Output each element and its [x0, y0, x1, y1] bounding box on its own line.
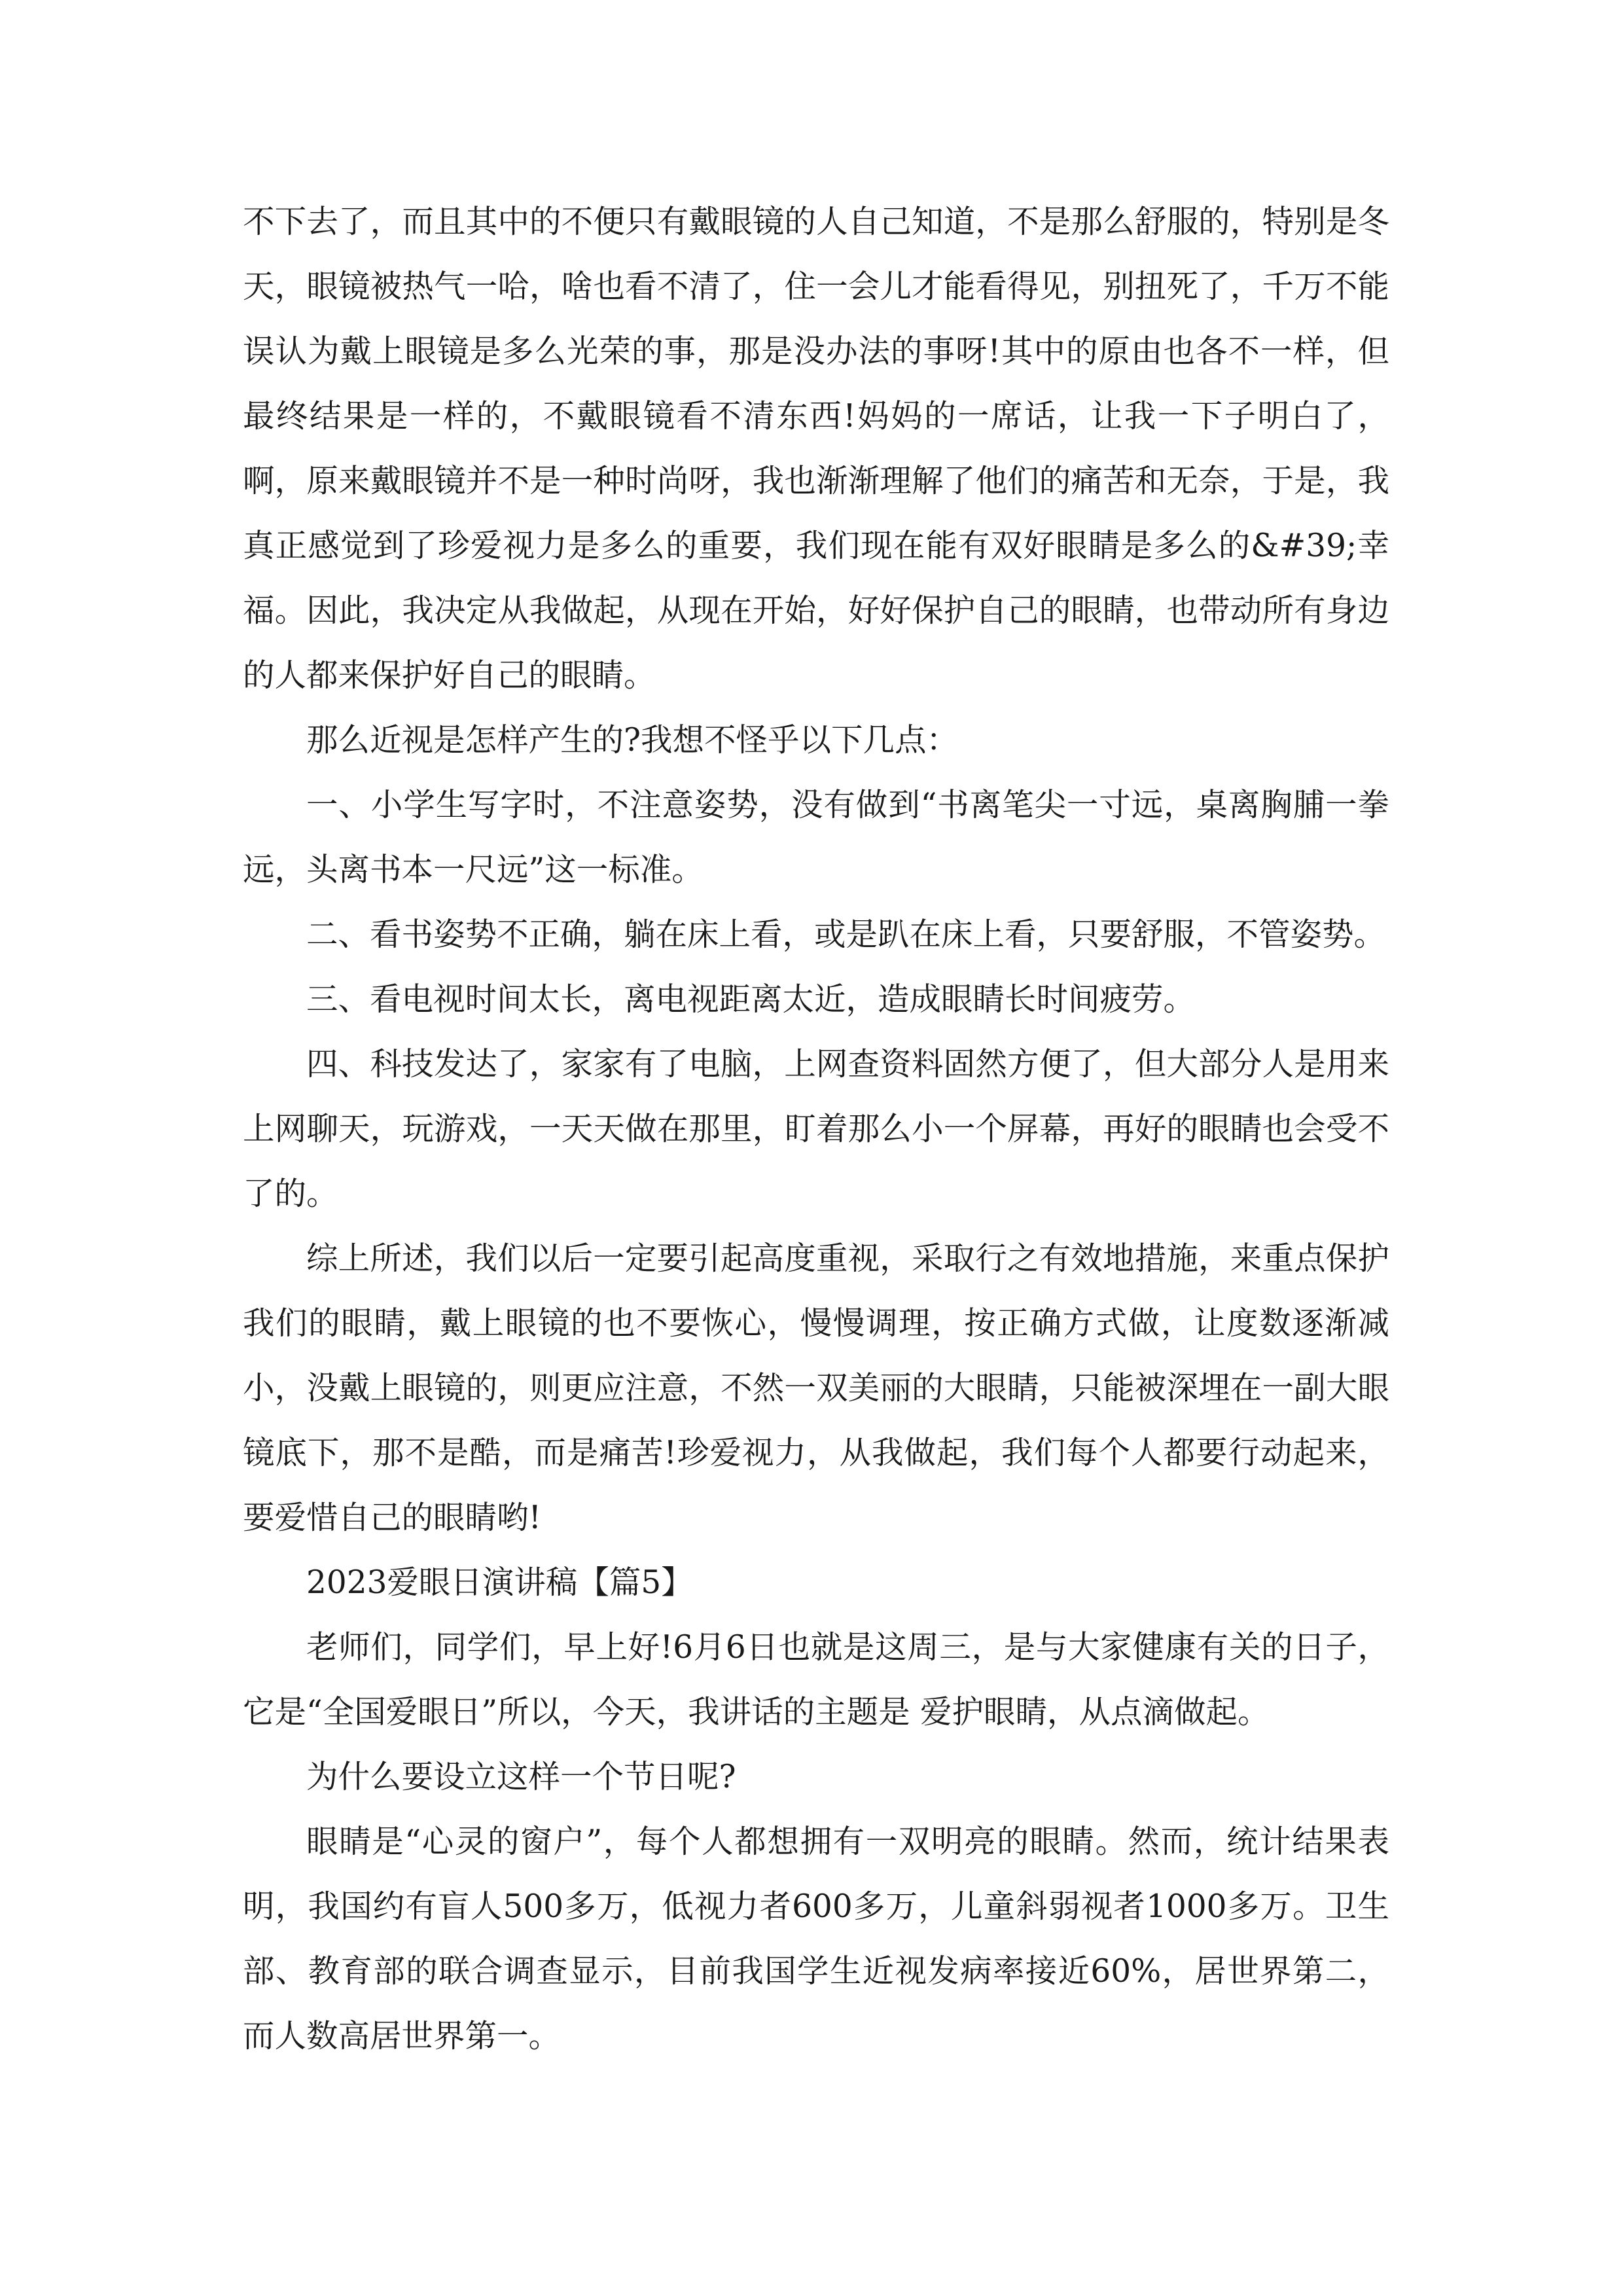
paragraph-greeting: 老师们，同学们，早上好!6月6日也就是这周三，是与大家健康有关的日子，它是“全国爱眼日”所以，今天，我讲话的主题是 爱护眼睛，从点滴做起。 [243, 1629, 1389, 1731]
paragraph-conclusion: 综上所述，我们以后一定要引起高度重视，采取行之有效地措施，来重点保护我们的眼睛，戴上眼镜的也不要恢心，慢慢调理，按正确方式做，让度数逐渐减小，没戴上眼镜的，则更应注意，不然一双美丽的大眼睛，只能被深埋在一副大眼镜底下，那不是酷，而是痛苦!珍爱视力，从我做起，我们每个人都要行动起来，要爱惜自己的眼睛哟! [243, 1240, 1389, 1536]
paragraph-continuation: 不下去了，而且其中的不便只有戴眼镜的人自己知道，不是那么舒服的，特别是冬天，眼镜被热气一哈，啥也看不清了，住一会儿才能看得见，别扭死了，千万不能误认为戴上眼镜是多么光荣的事，那是没办法的事呀!其中的原由也各不一样，但最终结果是一样的，不戴眼镜看不清东西!妈妈的一席话，让我一下子明白了，啊，原来戴眼镜并不是一种时尚呀，我也渐渐理解了他们的痛苦和无奈，于是，我真正感觉到了珍爱视力是多么的重要，我们现在能有双好眼睛是多么的&#39;幸福。因此，我决定从我做起，从现在开始，好好保护自己的眼睛，也带动所有身边的人都来保护好自己的眼睛。 [243, 204, 1389, 694]
paragraph-statistics: 眼睛是“心灵的窗户”，每个人都想拥有一双明亮的眼睛。然而，统计结果表明，我国约有盲人500多万，低视力者600多万，儿童斜弱视者1000多万。卫生部、教育部的联合调查显示，目前我国学生近视发病率接近60%，居世界第二，而人数高居世界第一。 [243, 1823, 1389, 2054]
paragraph-cause-4: 四、科技发达了，家家有了电脑，上网查资料固然方便了，但大部分人是用来上网聊天，玩游戏，一天天做在那里，盯着那么小一个屏幕，再好的眼睛也会受不了的。 [243, 1046, 1389, 1212]
paragraph-myopia-causes-intro: 那么近视是怎样产生的?我想不怪乎以下几点： [306, 722, 959, 759]
document-body [243, 190, 1389, 2069]
section-heading: 2023爱眼日演讲稿【篇5】 [306, 1564, 693, 1601]
paragraph-cause-1: 一、小学生写字时，不注意姿势，没有做到“书离笔尖一寸远，桌离胸脯一拳远，头离书本一尺远”这一标准。 [243, 787, 1389, 888]
paragraph-question: 为什么要设立这样一个节日呢? [306, 1759, 736, 1795]
paragraph-cause-2: 二、看书姿势不正确，躺在床上看，或是趴在床上看，只要舒服，不管姿势。 [306, 916, 1386, 953]
paragraph-cause-3: 三、看电视时间太长，离电视距离太近，造成眼睛长时间疲劳。 [306, 981, 1196, 1018]
